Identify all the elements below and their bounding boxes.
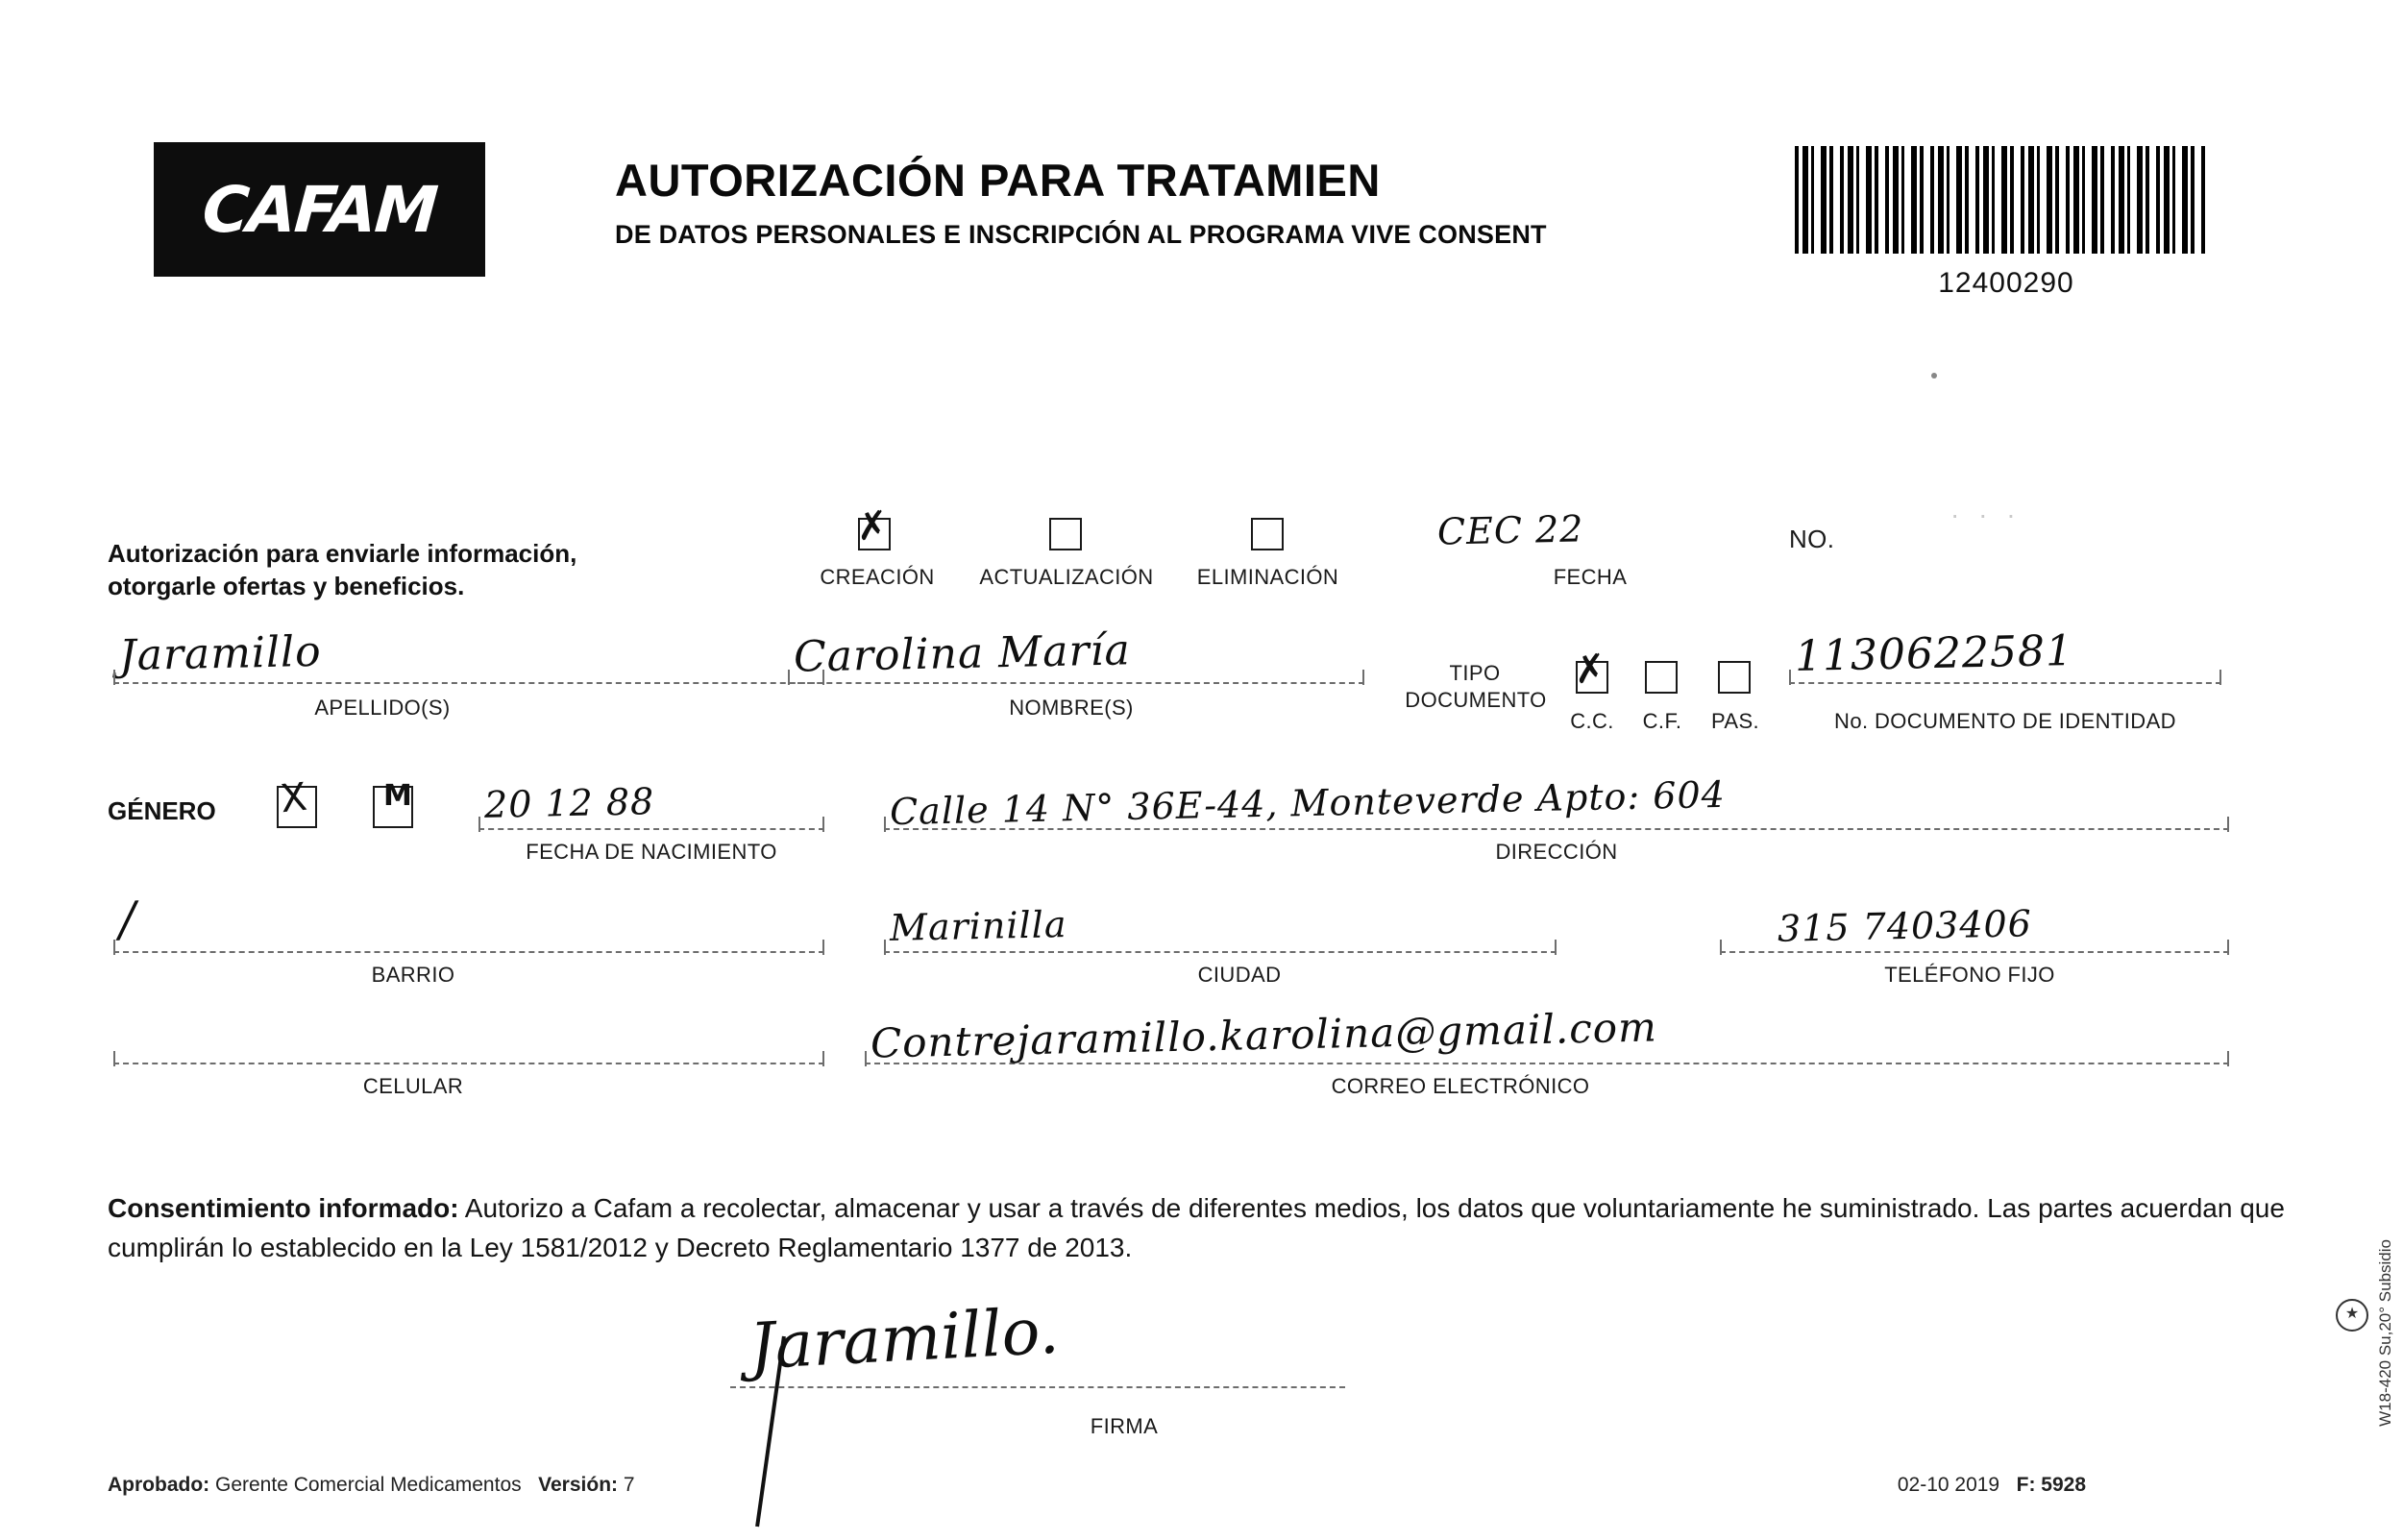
footer-approved-label: Aprobado:	[108, 1474, 210, 1496]
checkbox-cc-mark: ✗	[1571, 646, 1608, 694]
page-subtitle: DE DATOS PERSONALES E INSCRIPCIÓN AL PROGRAMA VIVE CONSENT	[615, 220, 1547, 249]
checkbox-genero-f-mark: X	[278, 774, 309, 822]
checkbox-creacion-mark: ✗	[853, 502, 891, 550]
ciudad-ticks	[884, 940, 1557, 955]
label-no-documento: No. DOCUMENTO DE IDENTIDAD	[1834, 709, 2176, 733]
side-margin-text: W18-420 Su,20° Subsidio	[2376, 1239, 2394, 1427]
fecha-value: CEC 22	[1436, 507, 1584, 553]
label-actualizacion: ACTUALIZACIÓN	[979, 565, 1154, 589]
signature-field[interactable]	[730, 1302, 1345, 1388]
label-tipo-documento-1: TIPO	[1449, 661, 1501, 685]
barcode-image	[1795, 146, 2208, 254]
ciudad-value: Marinilla	[889, 903, 1067, 949]
footer-approved-value: Gerente Comercial Medicamentos	[215, 1474, 522, 1496]
signature-value: Jaramillo.	[748, 1293, 1061, 1384]
checkbox-eliminacion[interactable]	[1251, 518, 1284, 550]
apellido-value: Jaramillo	[118, 626, 323, 681]
checkbox-pas[interactable]	[1718, 661, 1751, 694]
celular-ticks	[113, 1051, 824, 1066]
label-tipo-documento-2: DOCUMENTO	[1405, 688, 1547, 712]
direccion-ticks	[884, 817, 2229, 832]
label-cc: C.C.	[1570, 709, 1614, 733]
label-genero: GÉNERO	[108, 796, 216, 825]
label-pas: PAS.	[1710, 709, 1760, 733]
direccion-value: Calle 14 N° 36E-44, Monteverde Apto: 604	[889, 772, 1727, 834]
correo-ticks	[865, 1051, 2229, 1066]
nombre-field-ticks	[788, 670, 1364, 685]
fecha-input[interactable]	[1432, 500, 1778, 555]
fecha-nacimiento-ticks	[478, 817, 824, 832]
side-seal-icon: ★	[2336, 1299, 2368, 1332]
label-eliminacion: ELIMINACIÓN	[1196, 565, 1339, 589]
documento-field-ticks	[1789, 670, 2221, 685]
scan-dot	[1931, 373, 1937, 379]
authorization-note-line2: otorgarle ofertas y beneficios.	[108, 571, 465, 600]
telefono-fijo-value: 315 7403406	[1777, 902, 2033, 950]
barrio-ticks	[113, 940, 824, 955]
label-nombre: NOMBRE(S)	[1009, 696, 1134, 720]
footer-approval	[108, 1474, 635, 1497]
consent-heading: Consentimiento informado:	[108, 1193, 459, 1223]
document-title-block	[615, 154, 1768, 250]
checkbox-genero-f[interactable]	[277, 774, 317, 828]
label-direccion: DIRECCIÓN	[1495, 840, 1618, 864]
barcode-area	[1795, 146, 2218, 300]
consent-paragraph	[108, 1189, 2298, 1267]
checkbox-actualizacion[interactable]	[1049, 518, 1082, 550]
footer-meta	[1898, 1474, 2086, 1497]
checkbox-genero-m[interactable]	[373, 779, 413, 828]
consent-text: Autorizo a Cafam a recolectar, almacenar y usar a través de diferentes medios, los datos que voluntariamente he suministrado. Las partes acuerdan que cumplirán lo establecido en la Ley 1581/2012 y Decreto Reglamentario 1377 de 2013.	[108, 1193, 2285, 1262]
label-telefono-fijo: TELÉFONO FIJO	[1884, 963, 2055, 987]
checkbox-genero-m-label: M	[383, 779, 412, 813]
footer-form-code: F: 5928	[2016, 1474, 2086, 1496]
correo-value: Contrejaramillo.karolina@gmail.com	[870, 1003, 1658, 1067]
label-fecha: FECHA	[1553, 565, 1628, 589]
label-ciudad: CIUDAD	[1197, 963, 1282, 987]
label-no: NO.	[1789, 525, 1835, 553]
footer-date: 02-10 2019	[1897, 1474, 2000, 1496]
checkbox-cf[interactable]	[1645, 661, 1678, 694]
scan-smudge: · · ·	[1950, 500, 2022, 529]
label-cf: C.F.	[1642, 709, 1682, 733]
apellido-field-ticks	[113, 670, 824, 685]
footer-version-label: Versión:	[538, 1474, 619, 1496]
label-fecha-nacimiento: FECHA DE NACIMIENTO	[526, 840, 777, 864]
footer-version-value: 7	[623, 1474, 635, 1496]
nombre-value: Carolina María	[793, 625, 1132, 682]
fecha-nacimiento-value: 20 12 88	[483, 780, 655, 826]
barrio-value: /	[118, 891, 137, 948]
label-creacion: CREACIÓN	[820, 565, 935, 589]
label-celular: CELULAR	[362, 1074, 464, 1098]
cafam-logo-text: CAFAM	[200, 172, 439, 247]
label-correo: CORREO ELECTRÓNICO	[1331, 1074, 1590, 1098]
label-firma: FIRMA	[1090, 1414, 1159, 1438]
authorization-note-line1: Autorización para enviarle información,	[108, 539, 577, 568]
documento-value: 1130622581	[1794, 625, 2074, 682]
page-title: AUTORIZACIÓN PARA TRATAMIEN	[615, 155, 1381, 206]
telefono-fijo-ticks	[1720, 940, 2229, 955]
authorization-note	[108, 538, 761, 603]
label-apellido: APELLIDO(S)	[314, 696, 451, 720]
cafam-logo	[154, 142, 485, 277]
checkbox-cc[interactable]	[1571, 646, 1608, 694]
barcode-number: 12400290	[1938, 267, 2074, 299]
label-barrio: BARRIO	[371, 963, 455, 987]
checkbox-creacion[interactable]	[853, 502, 891, 550]
